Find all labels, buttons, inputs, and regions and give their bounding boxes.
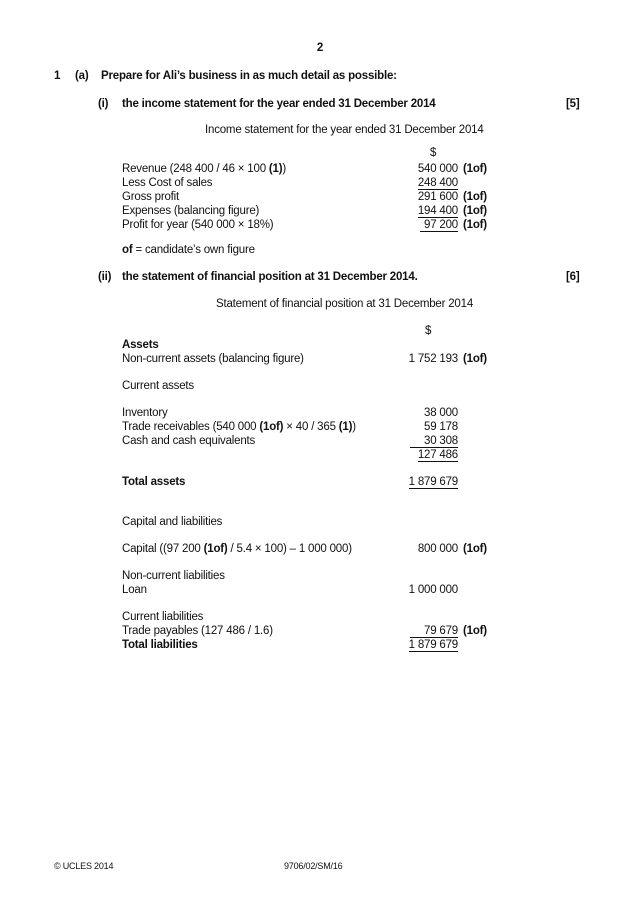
noncurrent-assets-amount: 1 752 193 <box>408 353 458 365</box>
income-row-mark: (1of) <box>463 219 487 231</box>
capital-mark: (1of) <box>463 543 487 555</box>
noncurrent-liabilities-heading: Non-current liabilities <box>122 570 225 582</box>
income-row-amount: 248 400 <box>417 177 458 189</box>
part-i-text: the income statement for the year ended 31 December 2014 <box>122 98 436 110</box>
income-row-mark: (1of) <box>463 191 487 203</box>
income-row-desc: Gross profit <box>122 191 180 203</box>
financial-position-title: Statement of financial position at 31 December 2014 <box>216 298 474 310</box>
income-currency-header: $ <box>430 147 437 159</box>
question-part: (a) <box>75 70 89 82</box>
part-ii-marks: [6] <box>566 271 580 283</box>
footer-copyright: © UCLES 2014 <box>54 861 114 871</box>
page-number: 2 <box>316 42 324 54</box>
income-row-desc: Less Cost of sales <box>122 177 213 189</box>
current-assets-heading: Current assets <box>122 380 194 392</box>
payables-amount: 79 679 <box>380 625 458 638</box>
sfp-currency-header: $ <box>425 325 432 337</box>
income-row-desc: Revenue (248 400 / 46 × 100 (1)) <box>122 163 287 175</box>
loan-desc: Loan <box>122 584 147 596</box>
part-ii-text: the statement of financial position at 31 December 2014. <box>122 271 418 283</box>
capital-amount: 800 000 <box>417 543 458 555</box>
payables-mark: (1of) <box>463 625 487 637</box>
noncurrent-assets-mark: (1of) <box>463 353 487 365</box>
total-liabilities-amount: 1 879 679 <box>408 639 458 651</box>
capital-liabilities-heading: Capital and liabilities <box>122 516 223 528</box>
income-row-desc: Profit for year (540 000 × 18%) <box>122 219 274 231</box>
inventory-desc: Inventory <box>122 407 168 419</box>
capital-desc: Capital ((97 200 (1of) / 5.4 × 100) – 1 000 000) <box>122 543 352 555</box>
assets-heading: Assets <box>122 339 159 351</box>
total-assets-desc: Total assets <box>122 476 186 488</box>
receivables-desc: Trade receivables (540 000 (1of) × 40 / 365 (1)) <box>122 421 356 433</box>
income-row-mark: (1of) <box>463 163 487 175</box>
income-row-amount: 97 200 <box>412 219 458 232</box>
receivables-amount: 59 178 <box>424 421 458 433</box>
income-row-amount: 540 000 <box>417 163 458 175</box>
part-ii-label: (ii) <box>98 271 112 283</box>
cash-amount: 30 308 <box>380 435 458 448</box>
footer-code: 9706/02/SM/16 <box>284 861 343 871</box>
part-i-label: (i) <box>98 98 109 110</box>
current-assets-total: 127 486 <box>417 449 458 461</box>
cash-desc: Cash and cash equivalents <box>122 435 256 447</box>
income-row-amount: 291 600 <box>417 191 458 203</box>
own-figure-note: of = candidate’s own figure <box>122 244 255 256</box>
inventory-amount: 38 000 <box>424 407 458 419</box>
current-liabilities-heading: Current liabilities <box>122 611 204 623</box>
part-i-marks: [5] <box>566 98 580 110</box>
income-row-amount: 194 400 <box>417 205 458 217</box>
payables-desc: Trade payables (127 486 / 1.6) <box>122 625 273 637</box>
income-row-desc: Expenses (balancing figure) <box>122 205 260 217</box>
total-assets-amount: 1 879 679 <box>408 476 458 488</box>
total-liabilities-desc: Total liabilities <box>122 639 198 651</box>
noncurrent-assets-desc: Non-current assets (balancing figure) <box>122 353 304 365</box>
question-instruction: Prepare for Ali’s business in as much detail as possible: <box>101 70 397 82</box>
income-row-mark: (1of) <box>463 205 487 217</box>
loan-amount: 1 000 000 <box>408 584 458 596</box>
question-number: 1 <box>54 70 61 82</box>
income-statement-title: Income statement for the year ended 31 December 2014 <box>205 124 484 136</box>
